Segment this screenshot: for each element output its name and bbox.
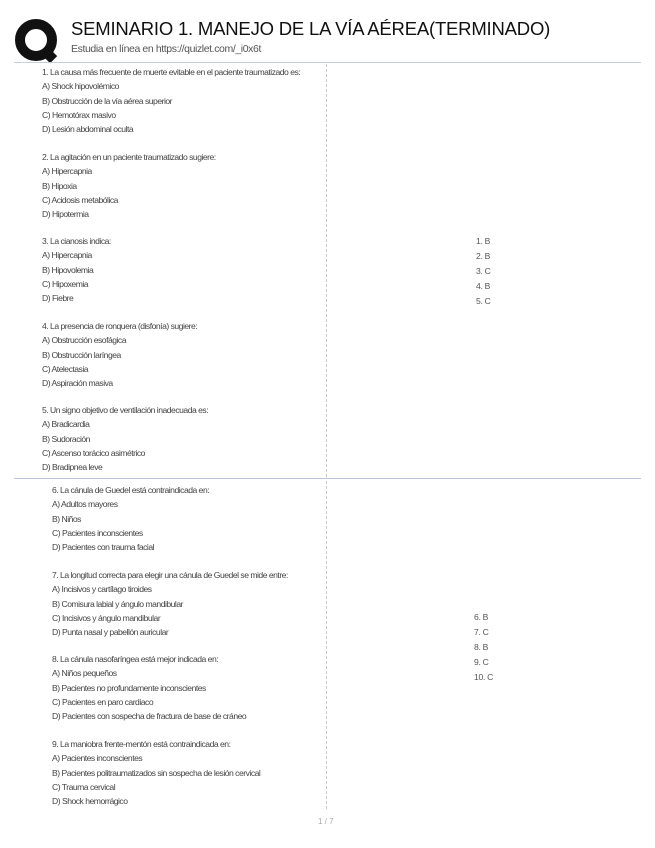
answer-option: D) Bradipnea leve <box>42 462 103 473</box>
answer-option: D) Lesión abdominal oculta <box>42 124 134 135</box>
quizlet-logo-icon <box>14 18 60 64</box>
answer-option: A) Niños pequeños <box>52 668 117 679</box>
column-divider-1 <box>326 64 327 477</box>
question-text: 7. La longitud correcta para elegir una cánula de Guedel se mide entre: <box>52 570 288 580</box>
question-text: 3. La cianosis indica: <box>42 236 111 246</box>
answer-option: C) Pacientes en paro cardiaco <box>52 696 154 707</box>
question-text: 1. La causa más frecuente de muerte evitable en el paciente traumatizado es: <box>42 67 301 77</box>
answer-option: B) Sudoración <box>42 433 90 444</box>
answer-key-item: 4. B <box>476 281 491 291</box>
answer-option: C) Atelectasia <box>42 363 89 374</box>
answer-option: D) Punta nasal y pabellón auricular <box>52 627 169 638</box>
answer-option: D) Aspiración masiva <box>42 378 113 389</box>
answer-option: D) Hipotermia <box>42 209 89 220</box>
answer-option: A) Bradicardia <box>42 419 90 430</box>
document-title: SEMINARIO 1. MANEJO DE LA VÍA AÉREA(TERMINADO) <box>71 18 551 39</box>
answer-key-item: 2. B <box>476 251 491 261</box>
answer-key-item: 5. C <box>476 296 491 306</box>
question-text: 8. La cánula nasofaríngea está mejor indicada en: <box>52 654 219 664</box>
answer-option: D) Pacientes con trauma facial <box>52 542 155 553</box>
answer-option: A) Adultos mayores <box>52 499 118 510</box>
answer-option: B) Obstrucción de la vía aérea superior <box>42 95 173 106</box>
question-text: 2. La agitación en un paciente traumatizado sugiere: <box>42 152 216 162</box>
answer-option: A) Shock hipovolémico <box>42 81 119 92</box>
section-divider <box>14 478 641 479</box>
quizlet-study-link[interactable]: Estudia en línea en https://quizlet.com/_i0x6t <box>71 43 261 55</box>
answer-option: A) Hipercapnia <box>42 250 92 261</box>
answer-option: C) Hipoxemia <box>42 278 89 289</box>
answer-key-item: 10. C <box>474 672 494 682</box>
answer-option: B) Pacientes no profundamente inconscientes <box>52 682 206 693</box>
answer-option: C) Trauma cervical <box>52 781 116 792</box>
answer-option: B) Comisura labial y ángulo mandibular <box>52 598 183 609</box>
answer-option: C) Acidosis metabólica <box>42 194 118 205</box>
answer-option: B) Obstrucción laríngea <box>42 349 121 360</box>
column-divider-2 <box>326 481 327 809</box>
answer-key-item: 1. B <box>476 236 491 246</box>
answer-option: B) Hipovolemia <box>42 264 94 275</box>
page-number: 1 / 7 <box>318 817 334 826</box>
answer-key-item: 3. C <box>476 266 491 276</box>
answer-option: C) Ascenso torácico asimétrico <box>42 447 145 458</box>
answer-key-item: 6. B <box>474 612 489 622</box>
answer-option: A) Hipercapnia <box>42 166 92 177</box>
answer-option: B) Pacientes politraumatizados sin sospecha de lesión cervical <box>52 767 261 778</box>
answer-option: C) Pacientes inconscientes <box>52 527 143 538</box>
answer-option: D) Fiebre <box>42 293 74 304</box>
answer-option: A) Pacientes inconscientes <box>52 753 143 764</box>
answer-option: D) Shock hemorrágico <box>52 796 128 807</box>
answer-option: C) Incisivos y ángulo mandibular <box>52 612 161 623</box>
answer-key-item: 9. C <box>474 657 489 667</box>
answer-option: B) Hipoxia <box>42 180 77 191</box>
question-text: 9. La maniobra frente-mentón está contraindicada en: <box>52 739 231 749</box>
header-divider <box>14 62 641 63</box>
question-text: 5. Un signo objetivo de ventilación inadecuada es: <box>42 405 209 415</box>
answer-option: C) Hemotórax masivo <box>42 109 116 120</box>
answer-key-item: 7. C <box>474 627 489 637</box>
question-text: 4. La presencia de ronquera (disfonía) sugiere: <box>42 321 198 331</box>
answer-key-item: 8. B <box>474 642 489 652</box>
answer-option: A) Incisivos y cartílago tiroides <box>52 584 152 595</box>
question-text: 6. La cánula de Guedel está contraindicada en: <box>52 485 210 495</box>
answer-option: B) Niños <box>52 513 81 524</box>
answer-option: D) Pacientes con sospecha de fractura de base de cráneo <box>52 711 247 722</box>
answer-option: A) Obstrucción esofágica <box>42 335 127 346</box>
